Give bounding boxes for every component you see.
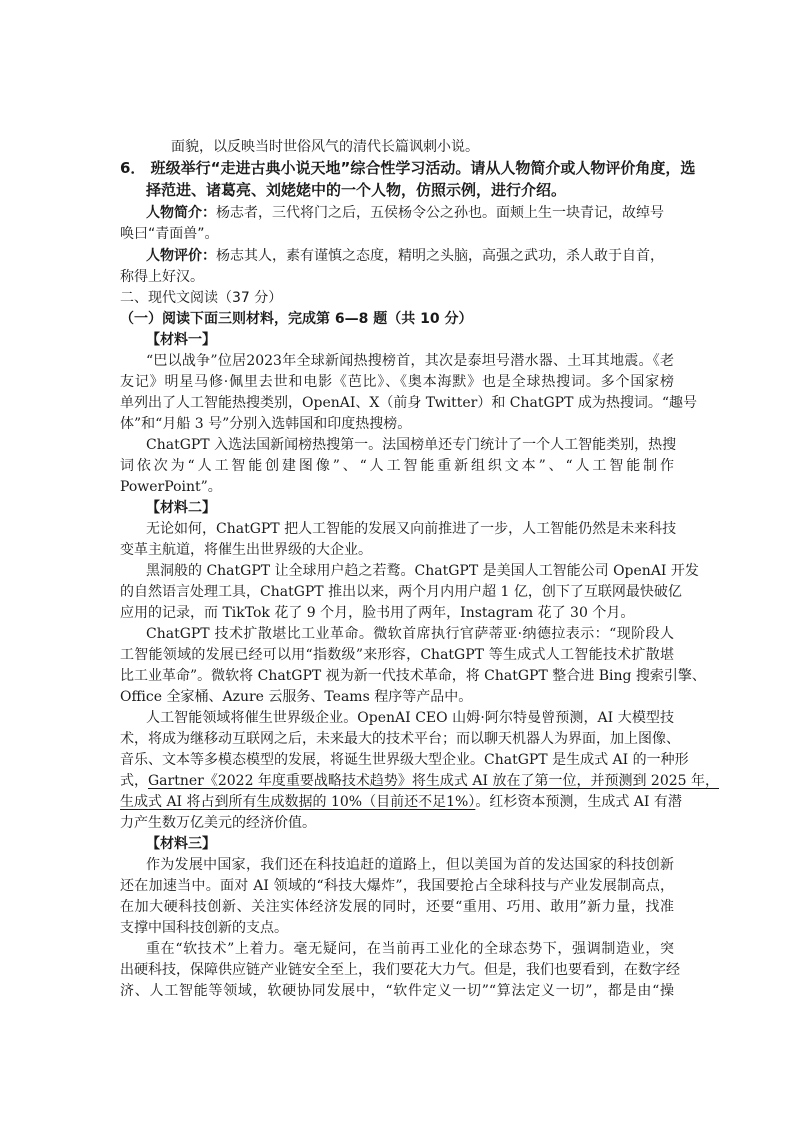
material-3-line: 支撑中国科技创新的支点。 [120, 920, 288, 936]
material-2-line: 力产生数万亿美元的经济价值。 [120, 815, 316, 831]
material-3-line: 重在“软技术”上着力。毫无疑问，在当前再工业化的全球态势下，强调制造业，突 [146, 941, 674, 957]
material-3-line: 出硬科技，保障供应链产业链安全至上，我们要花大力气。但是，我们也要看到，在数字经 [120, 962, 680, 978]
material-1-line: 词依次为“人工智能创建图像”、“人工智能重新组织文本”、“人工智能制作 [120, 458, 674, 474]
material-2-line-underlined [120, 792, 682, 812]
material-2-line-underlined [120, 771, 719, 791]
carryover-text: 面貌，以反映当时世俗风气的清代长篇讽刺小说。 [171, 139, 479, 155]
material-2-line: 术，将成为继移动互联网之后，未来最大的技术平台；而以聊天机器人为界面，加上图像、 [120, 731, 680, 747]
question-6-line-2: 择范进、诸葛亮、刘姥姥中的一个人物，仿照示例，进行介绍。 [146, 181, 567, 199]
material-1-label: 【材料一】 [146, 332, 216, 348]
material-2-line: 黑洞般的 ChatGPT 让全球用户趋之若鹜。ChatGPT 是美国人工智能公司 OpenAI 开发 [146, 563, 699, 579]
material-1-line: 单列出了人工智能热搜类别，OpenAI、X（前身 Twitter）和 ChatGPT 成为热搜词。“趣号 [120, 395, 698, 411]
material-2-label: 【材料二】 [146, 500, 216, 516]
eval-text-1: 杨志其人，素有谨慎之态度，精明之头脑，高强之武功，杀人敢于自首， [216, 248, 664, 264]
material-3-line: 作为发展中国家，我们还在科技追赶的道路上，但以美国为首的发达国家的科技创新 [146, 857, 674, 873]
underlined-sentence-1: Gartner《2022 年度重要战略技术趋势》将生成式 AI 放在了第一位，并预测到 2025 年， [148, 773, 719, 789]
material-3-line: 还在加速当中。面对 AI 领域的“科技大爆炸”，我国要抢占全球科技与产业发展制高点， [120, 878, 674, 894]
material-1-line: 体”和“月船 3 号”分别入选韩国和印度热搜榜。 [120, 416, 412, 432]
underlined-sentence-2: 生成式 AI 将占到所有生成数据的 10%（目前还不足1%） [120, 794, 476, 810]
underline-lead: 式， [120, 773, 148, 789]
section-2-heading: 二、现代文阅读（37 分） [120, 290, 283, 306]
material-2-line: 应用的记录，而 TikTok 花了 9 个月，脸书用了两年，Instagram 花了 30 个月。 [120, 605, 635, 621]
material-3-line: 在加大硬科技创新、关注实体经济发展的同时，还要“重用、巧用、敢用”新力量，找准 [120, 899, 674, 915]
material-1-line: ChatGPT 入选法国新闻榜热搜第一。法国榜单还专门统计了一个人工智能类别，热搜 [146, 437, 677, 453]
underline-tail: 。红杉资本预测，生成式 AI 有潜 [475, 794, 682, 810]
eval-text-2: 称得上好汉。 [120, 269, 204, 285]
intro-label: 人物简介： [146, 205, 216, 221]
intro-text-1: 杨志者，三代将门之后，五侯杨令公之孙也。面颊上生一块青记，故绰号 [216, 205, 664, 221]
question-6-line-1: 6． 班级举行“走进古典小说天地”综合性学习活动。请从人物简介或人物评价角度，选 [120, 159, 696, 177]
intro-text-2: 唤曰“青面兽”。 [120, 226, 219, 242]
material-2-line: 变革主航道，将催生出世界级的大企业。 [120, 542, 372, 558]
material-3-line: 济、人工智能等领域，软硬协同发展中，“软件定义一切”“算法定义一切”，都是由“操 [120, 983, 674, 999]
material-2-line: 人工智能领域将催生世界级企业。OpenAI CEO 山姆·阿尔特曼曾预测，AI 大模型技 [146, 710, 674, 726]
example-intro [146, 203, 664, 223]
material-2-line: 无论如何，ChatGPT 把人工智能的发展又向前推进了一步，人工智能仍然是未来科技 [146, 521, 677, 537]
material-1-line: 友记》明星马修·佩里去世和电影《芭比》、《奥本海默》也是全球热搜词。多个国家榜 [120, 374, 674, 390]
eval-label: 人物评价： [146, 248, 216, 264]
example-eval [146, 246, 664, 266]
material-2-line: ChatGPT 技术扩散堪比工业革命。微软首席执行官萨蒂亚·纳德拉表示：“现阶段人 [146, 626, 674, 642]
material-2-line: 音乐、文本等多模态模型的发展，将诞生世界级大型企业。ChatGPT 是生成式 AI 的一种形 [120, 752, 689, 768]
material-1-line: PowerPoint”。 [120, 479, 222, 495]
material-2-line: 比工业革命”。微软将 ChatGPT 视为新一代技术革命，将 ChatGPT 整合进 Bing 搜索引擎、 [120, 668, 706, 684]
material-2-line: Office 全家桶、Azure 云服务、Teams 程序等产品中。 [120, 689, 473, 705]
material-2-line: 的自然语言处理工具，ChatGPT 推出以来，两个月内用户超 1 亿，创下了互联网最快破亿 [120, 584, 682, 600]
part-1-heading: （一）阅读下面三则材料，完成第 6—8 题（共 10 分） [120, 311, 473, 327]
material-2-line: 工智能领域的发展已经可以用“指数级”来形容，ChatGPT 等生成式人工智能技术扩散堪 [120, 647, 674, 663]
material-3-label: 【材料三】 [146, 836, 216, 852]
material-1-line: “巴以战争”位居2023年全球新闻热搜榜首，其次是泰坦号潜水器、土耳其地震。《老 [146, 353, 674, 369]
